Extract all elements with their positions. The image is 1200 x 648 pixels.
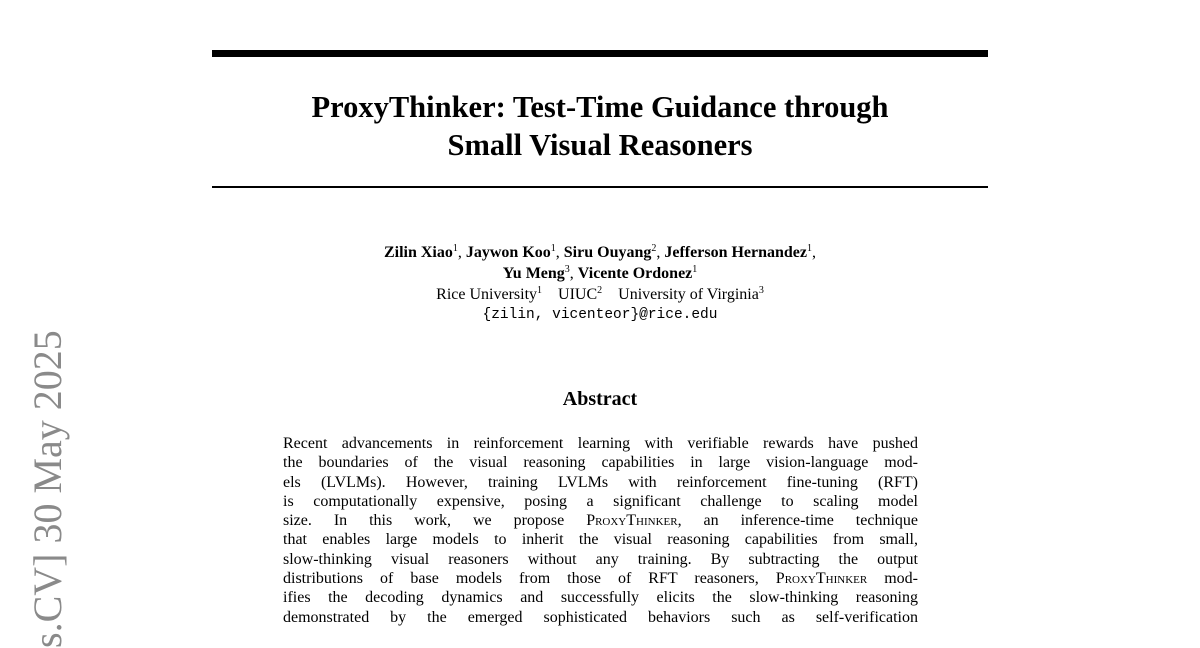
affiliation-name: UIUC: [558, 286, 598, 303]
author-name: Jefferson Hernandez: [664, 244, 808, 261]
method-name: ProxyThinker: [586, 512, 678, 530]
method-name: ProxyThinker: [775, 570, 868, 588]
abstract-line: that enables large models to inherit the visual reasoning capabilities from small,: [283, 531, 918, 549]
title-top-rule: [212, 50, 988, 57]
paper-title: [212, 88, 988, 164]
author-affil-mark: 1: [692, 264, 698, 275]
abstract-line: is computationally expensive, posing a significant challenge to scaling model: [283, 492, 918, 510]
contact-email: {zilin, vicenteor}@rice.edu: [482, 307, 718, 323]
abstract-line: ifies the decoding dynamics and successfully elicits the slow-thinking reasoning: [283, 589, 918, 607]
affiliation-name: University of Virginia: [618, 286, 759, 303]
affiliation-name: Rice University: [436, 286, 538, 303]
author-block: [212, 242, 988, 326]
abstract-body: [283, 434, 918, 627]
author-name: Yu Meng: [502, 265, 565, 282]
affiliation-line: [212, 284, 988, 305]
abstract-line: demonstrated by the emerged sophisticated behaviors such as self-verification: [283, 608, 918, 626]
author-name: Siru Ouyang: [563, 244, 652, 261]
abstract-line: size. In this work, we propose ProxyThinker, an inference-time technique: [283, 512, 918, 530]
arxiv-side-stamp: s.CV] 30 May 2025: [25, 330, 70, 648]
title-bottom-rule: [212, 186, 988, 188]
author-affil-mark: 1: [452, 243, 458, 254]
abstract-heading: Abstract: [562, 388, 638, 410]
author-line-2: Yu Meng$^3$, Vicente Ordonez$^1$: [502, 264, 698, 282]
affiliation-mark: 3: [758, 285, 764, 296]
author-affil-mark: 2: [651, 243, 657, 254]
abstract-line: slow-thinking visual reasoners without any training. By subtracting the output: [283, 550, 918, 568]
abstract-line: distributions of base models from those of RFT reasoners, ProxyThinker mod-: [283, 570, 918, 588]
abstract-line: the boundaries of the visual reasoning capabilities in large vision-language mod-: [283, 454, 918, 472]
affiliation-mark: 1: [537, 285, 543, 296]
author-affil-mark: 1: [550, 243, 556, 254]
abstract-line: Recent advancements in reinforcement learning with verifiable rewards have pushed: [283, 435, 918, 452]
author-affil-mark: 1: [807, 243, 813, 254]
affiliation-mark: 2: [597, 285, 603, 296]
abstract-line: els (LVLMs). However, training LVLMs with reinforcement fine-tuning (RFT): [283, 473, 918, 491]
title-line-2: Small Visual Reasoners: [447, 128, 753, 162]
author-name: Vicente Ordonez: [577, 265, 693, 282]
author-name: Zilin Xiao: [383, 244, 453, 261]
author-name: Jaywon Koo: [465, 244, 551, 261]
title-line-1: ProxyThinker: Test-Time Guidance through: [311, 90, 889, 124]
author-line-1: Zilin Xiao$^1$, Jaywon Koo$^1$, Siru Ouyang$^2$, Jefferson Hernandez$^1$,: [383, 243, 817, 261]
author-affil-mark: 3: [564, 264, 570, 275]
